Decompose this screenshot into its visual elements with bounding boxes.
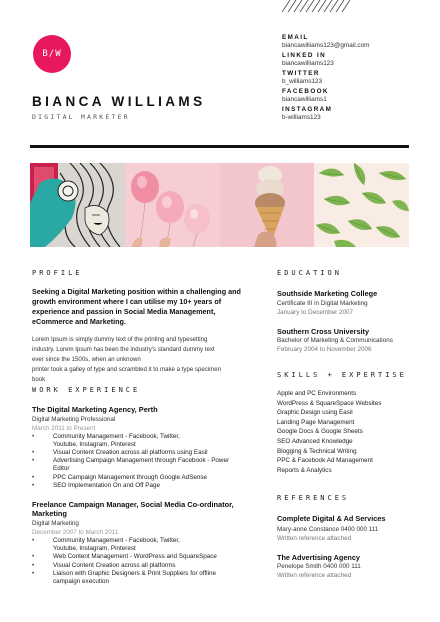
contact-label: EMAIL [282,34,309,41]
job-duty: • PPC Campaign Management through Google AdSense [32,474,242,482]
education-course: Certificate III in Digital Marketing [277,299,368,307]
reference-entry [277,514,412,543]
profile-body-line: Lorem Ipsum is simply dummy text of the printing and typesetting [32,336,208,343]
job-title: Digital Marketing Professional [32,415,116,423]
skill-item: Google Docs & Google Sheets [277,428,363,436]
skill-item: Reports & Analytics [277,466,332,474]
skill-item: PPC & Facebook Ad Management [277,457,373,465]
job-company: The Digital Marketing Agency, Perth [32,405,158,414]
skill-item: Blogging & Technical Writing [277,447,357,455]
job-duties-list [32,433,242,490]
job-duty: • Visual Content Creation across all platforms [32,562,242,570]
skills-heading: SKILLS + EXPERTISE [277,371,407,379]
reference-contact: Mary-anne Constance 0400 000 111 [277,525,379,533]
palm-leaves-image [314,163,409,247]
job-duty: • Community Management - Facebook, Twitter, Youtube, Instagram, Pinterest [32,433,242,449]
contact-instagram [282,105,412,123]
education-entry [277,327,412,355]
profile-intro: Seeking a Digital Marketing position within a challenging and growth environment where I can utilise my 10+ years of experience and passion in Social Media Management, eCommerce and Marketing. [32,287,241,326]
references-section [277,494,412,580]
profile-body-line: ever since the 1500s, when an unknown [32,356,141,363]
skill-item: Landing Page Management [277,418,355,426]
skill-item: Apple and PC Environments [277,390,357,397]
contact-twitter [282,69,412,87]
logo-monogram: B/W [33,35,71,73]
education-dates: January to December 2007 [277,308,353,316]
contact-label: FACEBOOK [282,88,329,95]
skill-item: Graphic Design using Easil [277,409,353,417]
facebook-value[interactable]: biancawilliams1 [282,96,327,103]
education-dates: February 2004 to November 2006 [277,346,372,353]
job-duties-list [32,537,242,586]
profile-body-line: book [32,376,46,383]
candidate-role: DIGITAL MARKETER [32,113,130,121]
job-duty: • Community Management - Facebook, Twitter, Youtube, Instagram, Pinterest [32,537,242,553]
instagram-value[interactable]: b-williams123 [282,114,321,121]
email-value[interactable]: biancawilliams123@gmail.com [282,42,370,49]
contact-email [282,33,412,51]
reference-org: The Advertising Agency [277,552,360,562]
reference-note: Written reference attached [277,534,352,542]
profile-body-line: printer took a galley of type and scrambled it to make a type specimen [32,366,222,373]
reference-note: Written reference attached [277,572,352,579]
candidate-name: BIANCA WILLIAMS [32,94,206,109]
job-dates: March 2011 to Present [32,424,96,432]
job-duty: • Web Content Management - WordPress and SquareSpace [32,553,242,561]
twitter-value[interactable]: b_williams123 [282,78,323,85]
education-section [277,269,412,354]
contact-label: LINKED IN [282,52,327,59]
job-company: Freelance Campaign Manager, Social Media Co-ordinator, Marketing [32,499,234,519]
skill-item: WordPress & SquareSpace Websites [277,399,382,407]
reference-contact: Penelope Smith 0400 000 111 [277,563,361,570]
job-duty: • Visual Content Creation across all platforms using Easil [32,449,242,457]
experience-section [32,386,242,586]
ice-cream-cone-image [220,163,315,247]
pink-balloons-image [125,163,220,247]
reference-entry [277,553,412,581]
contact-linkedin [282,51,412,69]
job-title: Digital Marketing [32,519,79,527]
job-duty: • Advertising Campaign Management through Facebook - Power Editor [32,457,242,473]
profile-body-line: industry. Lorem Ipsum has been the industry's standard dummy text [32,346,215,353]
profile-section [32,269,242,385]
diagonal-hatch-decoration [282,0,352,14]
illustration-woman-image [30,163,125,247]
linkedin-value[interactable]: biancawilliams123 [282,60,334,67]
job-dates: December 2007 to March 2011 [32,528,119,536]
reference-org: Complete Digital & Ad Services [277,514,386,523]
skills-list [277,389,412,475]
education-course: Bachelor of Marketing & Communications [277,337,393,344]
experience-heading: WORK EXPERIENCE [32,386,141,394]
skill-item: SEO Advanced Knowledge [277,437,353,445]
education-school: Southern Cross University [277,326,370,336]
header-divider [30,145,409,148]
contact-block [282,33,412,123]
education-heading: EDUCATION [277,269,342,277]
profile-heading: PROFILE [32,269,83,277]
photo-strip [30,163,409,247]
references-heading: REFERENCES [277,494,350,502]
job-entry [32,500,242,586]
education-school: Southside Marketing College [277,289,378,298]
contact-label: INSTAGRAM [282,106,333,113]
skills-section [277,371,412,475]
job-duty: • Liaison with Graphic Designers & Print Suppliers for offline campaign execution [32,570,242,586]
job-entry [32,405,242,490]
education-entry [277,289,412,317]
profile-body [32,335,242,385]
contact-facebook [282,87,412,105]
contact-label: TWITTER [282,70,320,77]
job-duty: • SEO Implementation On and Off Page [32,482,242,490]
